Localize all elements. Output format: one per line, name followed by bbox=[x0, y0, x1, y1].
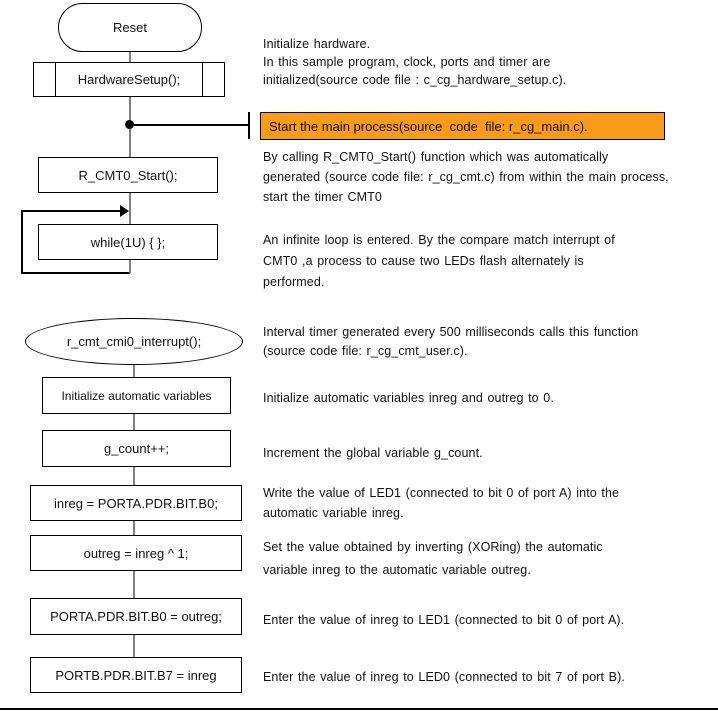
loop-left-line bbox=[21, 210, 23, 274]
process-xor-outreg-label: outreg = inreg ^ 1; bbox=[83, 545, 189, 561]
annotation-line: generated (source code file: r_cg_cmt.c) from within the main process, bbox=[263, 170, 669, 184]
annotation-line: By calling R_CMT0_Start() function which was automatically bbox=[263, 150, 609, 164]
annotation-line: initialized(source code file : c_cg_hardware_setup.c). bbox=[263, 73, 567, 87]
annotation-line: In this sample program, clock, ports and timer are bbox=[263, 55, 551, 69]
connector-gcount-to-inreg bbox=[133, 467, 135, 485]
process-write-portb-label: PORTB.PDR.BIT.B7 = inreg bbox=[55, 667, 217, 683]
connector-initvars-to-gcount bbox=[133, 414, 135, 430]
annotation-line: variable inreg to the automatic variable outreg. bbox=[263, 563, 531, 577]
annotation-line: Initialize automatic variables inreg and outreg to 0. bbox=[263, 391, 554, 405]
process-write-porta bbox=[30, 598, 242, 635]
terminator-cmt-interrupt bbox=[25, 318, 243, 365]
predefined-process-bar-right bbox=[202, 63, 203, 96]
annotation-line: Enter the value of inreg to LED0 (connected to bit 7 of port B). bbox=[263, 670, 625, 684]
annotation-enter-led0 bbox=[263, 667, 625, 687]
process-write-portb bbox=[30, 657, 242, 693]
predefined-process-bar-left bbox=[55, 63, 56, 96]
connector-porta-to-portb bbox=[133, 635, 135, 657]
annotation-set-xor bbox=[263, 536, 603, 582]
process-g-count-label: g_count++; bbox=[103, 441, 170, 456]
annotation-infinite-loop bbox=[263, 230, 615, 293]
annotation-line: (source code file: r_cg_cmt_user.c). bbox=[263, 344, 468, 358]
connector-interrupt-to-initvars bbox=[133, 365, 135, 377]
annotation-line: Write the value of LED1 (connected to bit 0 of port A) into the bbox=[263, 486, 620, 500]
annotation-enter-led1 bbox=[263, 610, 624, 630]
terminator-cmt-interrupt-label: r_cmt_cmi0_interrupt(); bbox=[66, 334, 202, 349]
loop-arrowhead-icon bbox=[120, 205, 129, 217]
annotation-line: Increment the global variable g_count. bbox=[263, 446, 483, 460]
annotation-init-auto bbox=[263, 388, 554, 408]
annotation-line: Interval timer generated every 500 milliseconds calls this function bbox=[263, 325, 639, 339]
terminator-reset-label: Reset bbox=[113, 20, 147, 35]
annotation-init-hardware bbox=[263, 35, 566, 89]
loop-arrow-shaft bbox=[21, 210, 121, 212]
connector-reset-to-hwsetup bbox=[129, 52, 131, 62]
annotation-line: start the timer CMT0 bbox=[263, 190, 382, 204]
annotation-increment bbox=[263, 443, 483, 463]
connector-inreg-to-outreg bbox=[133, 521, 135, 535]
connector-cmt0start-to-while bbox=[129, 193, 131, 224]
process-init-vars-label: Initialize automatic variables bbox=[61, 388, 212, 403]
process-cmt0-start-label: R_CMT0_Start(); bbox=[78, 167, 178, 183]
terminator-reset bbox=[58, 3, 202, 52]
annotation-by-calling bbox=[263, 147, 669, 207]
start-main-annotation bbox=[260, 112, 665, 140]
process-while-loop-label: while(1U) { }; bbox=[90, 234, 166, 250]
process-read-inreg-label: inreg = PORTA.PDR.BIT.B0; bbox=[54, 495, 218, 511]
process-xor-outreg bbox=[30, 535, 242, 571]
annotation-line: performed. bbox=[263, 275, 325, 289]
process-while-loop bbox=[38, 224, 218, 260]
annotation-line: Enter the value of inreg to LED1 (connected to bit 0 of port A). bbox=[263, 613, 625, 627]
process-g-count bbox=[42, 430, 231, 467]
connector-outreg-to-porta bbox=[133, 571, 135, 598]
callout-line-start-main bbox=[132, 124, 249, 126]
annotation-line: CMT0 ,a process to cause two LEDs flash alternately is bbox=[263, 254, 584, 268]
connector-while-to-loop bbox=[129, 260, 131, 273]
loop-bottom-line bbox=[21, 272, 130, 274]
process-init-vars bbox=[42, 377, 231, 414]
annotation-line: Set the value obtained by inverting (XORing) the automatic bbox=[263, 540, 603, 554]
annotation-interval-timer bbox=[263, 323, 638, 361]
process-cmt0-start bbox=[38, 157, 218, 193]
annotation-line: Initialize hardware. bbox=[263, 37, 371, 51]
process-hardware-setup-label: HardwareSetup(); bbox=[77, 72, 181, 87]
process-read-inreg bbox=[30, 485, 242, 521]
callout-tick-start-main bbox=[248, 112, 250, 139]
annotation-write-led1 bbox=[263, 483, 619, 523]
process-write-porta-label: PORTA.PDR.BIT.B0 = outreg; bbox=[50, 609, 222, 624]
process-hardware-setup bbox=[33, 62, 225, 97]
annotation-line: automatic variable inreg. bbox=[263, 506, 404, 520]
annotation-line: An infinite loop is entered. By the compare match interrupt of bbox=[263, 233, 615, 247]
start-main-annotation-text: Start the main process(source code file: r_cg_main.c). bbox=[269, 118, 588, 134]
bottom-divider bbox=[0, 708, 718, 710]
